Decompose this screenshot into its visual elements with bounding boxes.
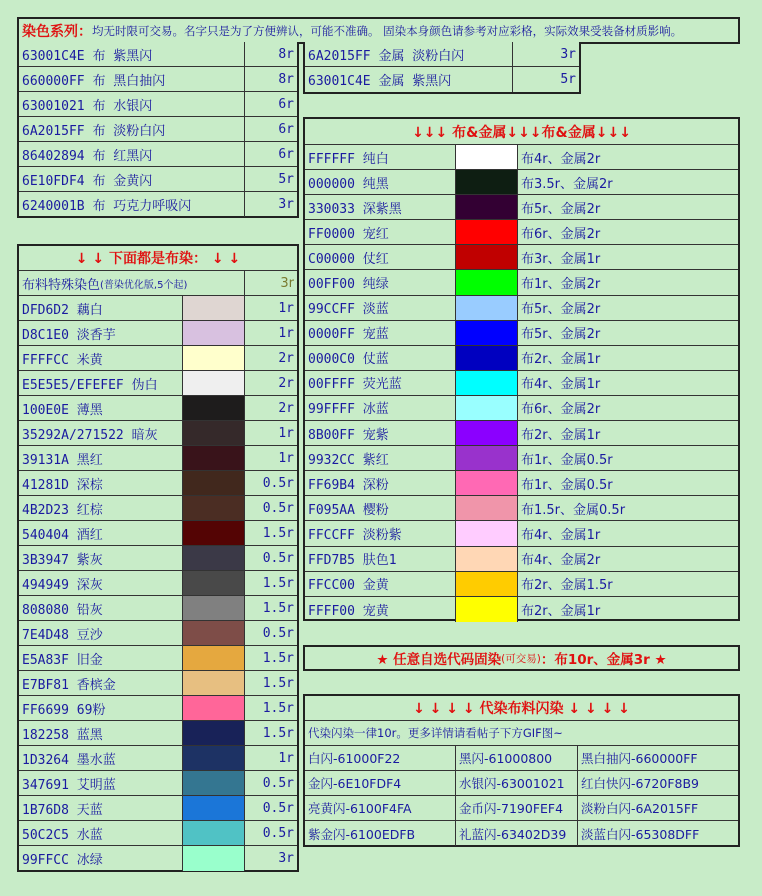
cloth-dye-name: D8C1E0 淡香芋 [19,321,183,345]
cloth-metal-dye-price: 布4r、金属1r [521,377,601,393]
cloth-dye-price: 0.5r [262,475,294,491]
cloth-dye-price: 0.5r [262,625,294,641]
cloth-dye-row [19,446,297,471]
cloth-dye-price: 1.5r [262,650,294,666]
flash-dye-row [19,117,297,142]
cloth-dye-row [19,296,297,321]
flash-dye-price: 5r [560,72,576,87]
cloth-metal-dye-row [305,572,738,597]
proxy-header [305,696,738,721]
cloth-dye-name: E5E5E5/EFEFEF 伪白 [19,371,183,395]
proxy-row [305,821,738,846]
flash-dye-price: 6r [278,146,294,162]
cloth-dye-row [19,346,297,371]
cloth-dye-price: 1.5r [262,575,294,591]
cloth-metal-dye-name: 99FFFF 冰蓝 [305,396,456,420]
cloth-metal-dye-name: FFCC00 金黄 [305,572,456,596]
color-swatch [456,170,518,194]
flash-dye-table-left [17,42,299,218]
cloth-metal-dye-name: FFFF00 宠黄 [305,597,456,622]
proxy-code: 黑闪-61000800 [456,746,578,770]
color-swatch [183,446,245,470]
color-swatch [456,296,518,320]
cloth-dye-row [19,821,297,846]
cloth-dye-price: 3r [278,851,294,866]
series-note: 均无时限可交易。名字只是为了方便辨认，可能不准确。 固染本身颜色请参考对应彩格，实际效果受装备材质影响。 [92,23,683,38]
cloth-metal-dye-row [305,521,738,546]
cloth-dye-price: 1r [278,425,294,441]
cloth-dye-row [19,421,297,446]
cloth-dye-name: 50C2C5 水蓝 [19,821,183,845]
cloth-metal-dye-price: 布2r、金属1r [521,427,601,443]
flash-dye-price: 5r [278,171,294,187]
cloth-dye-name: 1D3264 墨水蓝 [19,746,183,770]
cloth-metal-dye-price: 布6r、金属2r [521,226,601,242]
color-swatch [456,446,518,470]
proxy-code: 紫金闪-6100EDFB [305,821,456,846]
cloth-metal-dye-price: 布4r、金属1r [521,527,601,543]
color-swatch [183,496,245,520]
cloth-dye-row [19,621,297,646]
flash-dye-name: 6A2015FF 布 淡粉白闪 [19,117,245,141]
cloth-dye-row [19,321,297,346]
flash-dye-name: 63001C4E 金属 紫黑闪 [305,67,513,92]
cloth-dye-row [19,696,297,721]
cloth-dye-name: 182258 蓝黑 [19,721,183,745]
flash-dye-name: 6240001B 布 巧克力呼吸闪 [19,192,245,217]
cloth-metal-dye-price: 布2r、金属1r [521,352,601,368]
cloth-dye-price: 2r [278,350,294,366]
cloth-metal-dye-row [305,446,738,471]
cloth-metal-dye-name: FF69B4 深粉 [305,471,456,495]
color-swatch [183,421,245,445]
cloth-metal-dye-row [305,170,738,195]
flash-dye-price: 3r [278,197,294,212]
cloth-dye-name: E5A83F 旧金 [19,646,183,670]
flash-dye-row [19,167,297,192]
cloth-dye-table [17,244,299,872]
cloth-dye-name: FFFFCC 米黄 [19,346,183,370]
cloth-dye-rows [19,296,297,871]
color-swatch [183,621,245,645]
cloth-dye-name: 347691 艾明蓝 [19,771,183,795]
color-swatch [183,471,245,495]
cloth-dye-row [19,546,297,571]
color-swatch [183,746,245,770]
cloth-metal-dye-price: 布6r、金属2r [521,402,601,418]
flash-dye-row [19,92,297,117]
flash-dye-name: 6E10FDF4 布 金黄闪 [19,167,245,191]
cloth-dye-name: FF6699 69粉 [19,696,183,720]
cloth-metal-dye-price: 布4r、金属2r [521,553,601,569]
color-swatch [183,796,245,820]
cloth-dye-name: DFD6D2 藕白 [19,296,183,320]
flash-dye-row [19,192,297,217]
flash-dye-row [19,42,297,67]
color-swatch [183,521,245,545]
cloth-dye-name: 39131A 黑红 [19,446,183,470]
cloth-dye-name: 100E0E 薄黑 [19,396,183,420]
proxy-row [305,771,738,796]
cloth-metal-dye-row [305,245,738,270]
cloth-dye-row [19,371,297,396]
color-swatch [456,220,518,244]
flash-dye-name: 63001021 布 水银闪 [19,92,245,116]
flash-dye-name: 6A2015FF 金属 淡粉白闪 [305,42,513,66]
cloth-dye-name: 540404 酒红 [19,521,183,545]
cloth-metal-dye-price: 布3.5r、金属2r [521,176,613,192]
color-swatch [183,321,245,345]
color-swatch [456,321,518,345]
cloth-dye-row [19,496,297,521]
cloth-metal-dye-row [305,346,738,371]
custom-dye-banner [303,645,740,671]
cloth-metal-dye-name: 0000FF 宠蓝 [305,321,456,345]
proxy-header-text: ↓ ↓ ↓ ↓ 代染布料闪染 ↓ ↓ ↓ ↓ [413,701,630,717]
cloth-dye-name: 3B3947 紫灰 [19,546,183,570]
cloth-metal-dye-rows [305,145,738,622]
cloth-metal-dye-row [305,145,738,170]
color-swatch [456,471,518,495]
cloth-dye-price: 0.5r [262,825,294,841]
flash-dye-price: 3r [560,46,576,62]
cloth-metal-dye-price: 布1.5r、金属0.5r [521,502,626,518]
cloth-metal-dye-price: 布5r、金属2r [521,302,601,318]
cloth-special-note: (普染优化版,5个起) [100,279,188,291]
cloth-dye-price: 1r [278,750,294,766]
color-swatch [456,421,518,445]
cloth-metal-dye-name: C00000 仗红 [305,245,456,269]
cloth-metal-header-text: ↓↓↓ 布&金属↓↓↓布&金属↓↓↓ [412,124,631,141]
color-swatch [183,696,245,720]
cloth-dye-price: 1.5r [262,675,294,691]
cloth-dye-name: 808080 铅灰 [19,596,183,620]
cloth-dye-row [19,846,297,871]
cloth-metal-dye-name: 00FFFF 荧光蓝 [305,371,456,395]
proxy-code: 淡粉白闪-6A2015FF [581,801,699,816]
cloth-dye-row [19,521,297,546]
color-swatch [183,371,245,395]
cloth-metal-dye-price: 布1r、金属0.5r [521,452,613,468]
cloth-dye-price: 2r [278,400,294,416]
cloth-metal-dye-price: 布1r、金属2r [521,277,601,293]
flash-dye-table-right [303,42,581,94]
cloth-dye-price: 1.5r [262,525,294,541]
color-swatch [183,771,245,795]
cloth-special-price: 3r [280,275,294,291]
proxy-note-row [305,721,738,746]
cloth-metal-dye-row [305,396,738,421]
flash-dye-row [305,67,579,92]
cloth-dye-price: 0.5r [262,550,294,566]
cloth-metal-dye-row [305,547,738,572]
cloth-metal-dye-row [305,321,738,346]
color-swatch [183,571,245,595]
color-swatch [183,846,245,871]
cloth-metal-dye-price: 布5r、金属2r [521,327,601,343]
color-swatch [183,396,245,420]
color-swatch [456,572,518,596]
cloth-metal-dye-price: 布2r、金属1.5r [521,578,613,594]
flash-dye-row [19,67,297,92]
cloth-dye-row [19,396,297,421]
proxy-note: 代染闪染一律10r。更多详情请看帖子下方GIF图~ [308,726,563,740]
cloth-metal-dye-name: FFD7B5 肤色1 [305,547,456,571]
proxy-code: 黑白抽闪-660000FF [581,751,698,766]
cloth-metal-dye-row [305,296,738,321]
cloth-metal-dye-name: 9932CC 紫红 [305,446,456,470]
cloth-dye-price: 0.5r [262,500,294,516]
cloth-metal-dye-price: 布4r、金属2r [521,151,601,167]
color-swatch [183,546,245,570]
cloth-metal-dye-name: FFFFFF 纯白 [305,145,456,169]
cloth-metal-dye-table [303,117,740,621]
cloth-dye-name: 1B76D8 天蓝 [19,796,183,820]
cloth-metal-dye-name: FF0000 宠红 [305,220,456,244]
cloth-metal-dye-row [305,421,738,446]
cloth-dye-name: 4B2D23 红棕 [19,496,183,520]
cloth-metal-dye-price: 布2r、金属1r [521,603,601,619]
color-swatch [183,646,245,670]
cloth-metal-dye-row [305,220,738,245]
color-swatch [183,296,245,320]
proxy-flash-table [303,694,740,847]
color-swatch [456,270,518,294]
cloth-special-row [19,271,297,296]
proxy-code: 红白快闪-6720F8B9 [581,776,699,791]
proxy-code: 金闪-6E10FDF4 [305,771,456,795]
cloth-dye-price: 1.5r [262,600,294,616]
flash-dye-row [19,142,297,167]
cloth-metal-dye-name: F095AA 樱粉 [305,496,456,520]
cloth-metal-dye-name: 8B00FF 宠紫 [305,421,456,445]
proxy-code: 白闪-61000F22 [305,746,456,770]
cloth-dye-row [19,671,297,696]
cloth-dye-header [19,246,297,271]
cloth-dye-name: 7E4D48 豆沙 [19,621,183,645]
flash-dye-row [305,42,579,67]
cloth-metal-dye-row [305,471,738,496]
proxy-code: 亮黄闪-6100F4FA [305,796,456,820]
cloth-metal-dye-price: 布1r、金属0.5r [521,477,613,493]
cloth-metal-dye-row [305,496,738,521]
series-title: 染色系列： [22,23,92,40]
flash-dye-name: 86402894 布 红黑闪 [19,142,245,166]
color-swatch [456,396,518,420]
proxy-row [305,796,738,821]
cloth-dye-row [19,646,297,671]
color-swatch [183,671,245,695]
custom-dye-price: ：布10r、金属3r ★ [540,652,667,668]
proxy-code: 水银闪-63001021 [456,771,578,795]
cloth-dye-price: 1r [278,450,294,466]
proxy-code: 金币闪-7190FEF4 [456,796,578,820]
color-swatch [456,371,518,395]
cloth-dye-row [19,746,297,771]
color-swatch [456,597,518,622]
color-swatch [456,195,518,219]
cloth-metal-dye-row [305,270,738,295]
cloth-dye-price: 0.5r [262,775,294,791]
color-swatch [456,521,518,545]
cloth-dye-row [19,471,297,496]
color-swatch [456,346,518,370]
flash-dye-price: 8r [278,71,294,87]
proxy-rows [305,746,738,846]
cloth-metal-dye-name: FFCCFF 淡粉紫 [305,521,456,545]
proxy-code: 淡蓝白闪-65308DFF [581,826,700,842]
cloth-metal-dye-name: 0000C0 仗蓝 [305,346,456,370]
cloth-metal-dye-name: 330033 深紫黑 [305,195,456,219]
cloth-metal-dye-row [305,371,738,396]
proxy-row [305,746,738,771]
color-swatch [456,245,518,269]
cloth-dye-price: 1r [278,300,294,316]
cloth-dye-name: 35292A/271522 暗灰 [19,421,183,445]
cloth-dye-price: 2r [278,375,294,391]
color-swatch [183,821,245,845]
cloth-metal-dye-price: 布3r、金属1r [521,251,601,267]
cloth-metal-dye-row [305,597,738,622]
color-swatch [183,596,245,620]
cloth-dye-price: 1.5r [262,700,294,716]
cloth-metal-dye-name: 99CCFF 淡蓝 [305,296,456,320]
color-swatch [183,721,245,745]
cloth-dye-name: 99FFCC 冰绿 [19,846,183,871]
cloth-dye-row [19,771,297,796]
cloth-dye-price: 1r [278,325,294,341]
cloth-dye-name: E7BF81 香槟金 [19,671,183,695]
cloth-metal-dye-name: 00FF00 纯绿 [305,270,456,294]
color-swatch [456,145,518,169]
cloth-special-name: 布料特殊染色 [22,277,101,293]
cloth-dye-header-text: ↓ ↓ 下面都是布染： ↓ ↓ [75,251,241,267]
cloth-dye-row [19,796,297,821]
cloth-dye-name: 494949 深灰 [19,571,183,595]
flash-dye-price: 6r [278,96,294,112]
cloth-dye-price: 1.5r [262,725,294,741]
cloth-metal-dye-price: 布5r、金属2r [521,201,601,217]
color-swatch [183,346,245,370]
custom-dye-note: (可交易) [501,652,541,665]
series-header [17,17,740,44]
color-swatch [456,496,518,520]
cloth-dye-row [19,721,297,746]
cloth-dye-name: 41281D 深棕 [19,471,183,495]
flash-dye-price: 8r [278,46,294,62]
color-swatch [456,547,518,571]
flash-dye-price: 6r [278,121,294,137]
flash-dye-name: 660000FF 布 黑白抽闪 [19,67,245,91]
cloth-metal-dye-row [305,195,738,220]
cloth-dye-row [19,596,297,621]
custom-dye-text: ★ 任意自选代码固染 [376,652,502,668]
cloth-metal-header [305,119,738,145]
cloth-dye-row [19,571,297,596]
flash-dye-name: 63001C4E 布 紫黑闪 [19,42,245,66]
proxy-code: 礼蓝闪-63402D39 [456,821,578,846]
cloth-metal-dye-name: 000000 纯黑 [305,170,456,194]
cloth-dye-price: 0.5r [262,800,294,816]
